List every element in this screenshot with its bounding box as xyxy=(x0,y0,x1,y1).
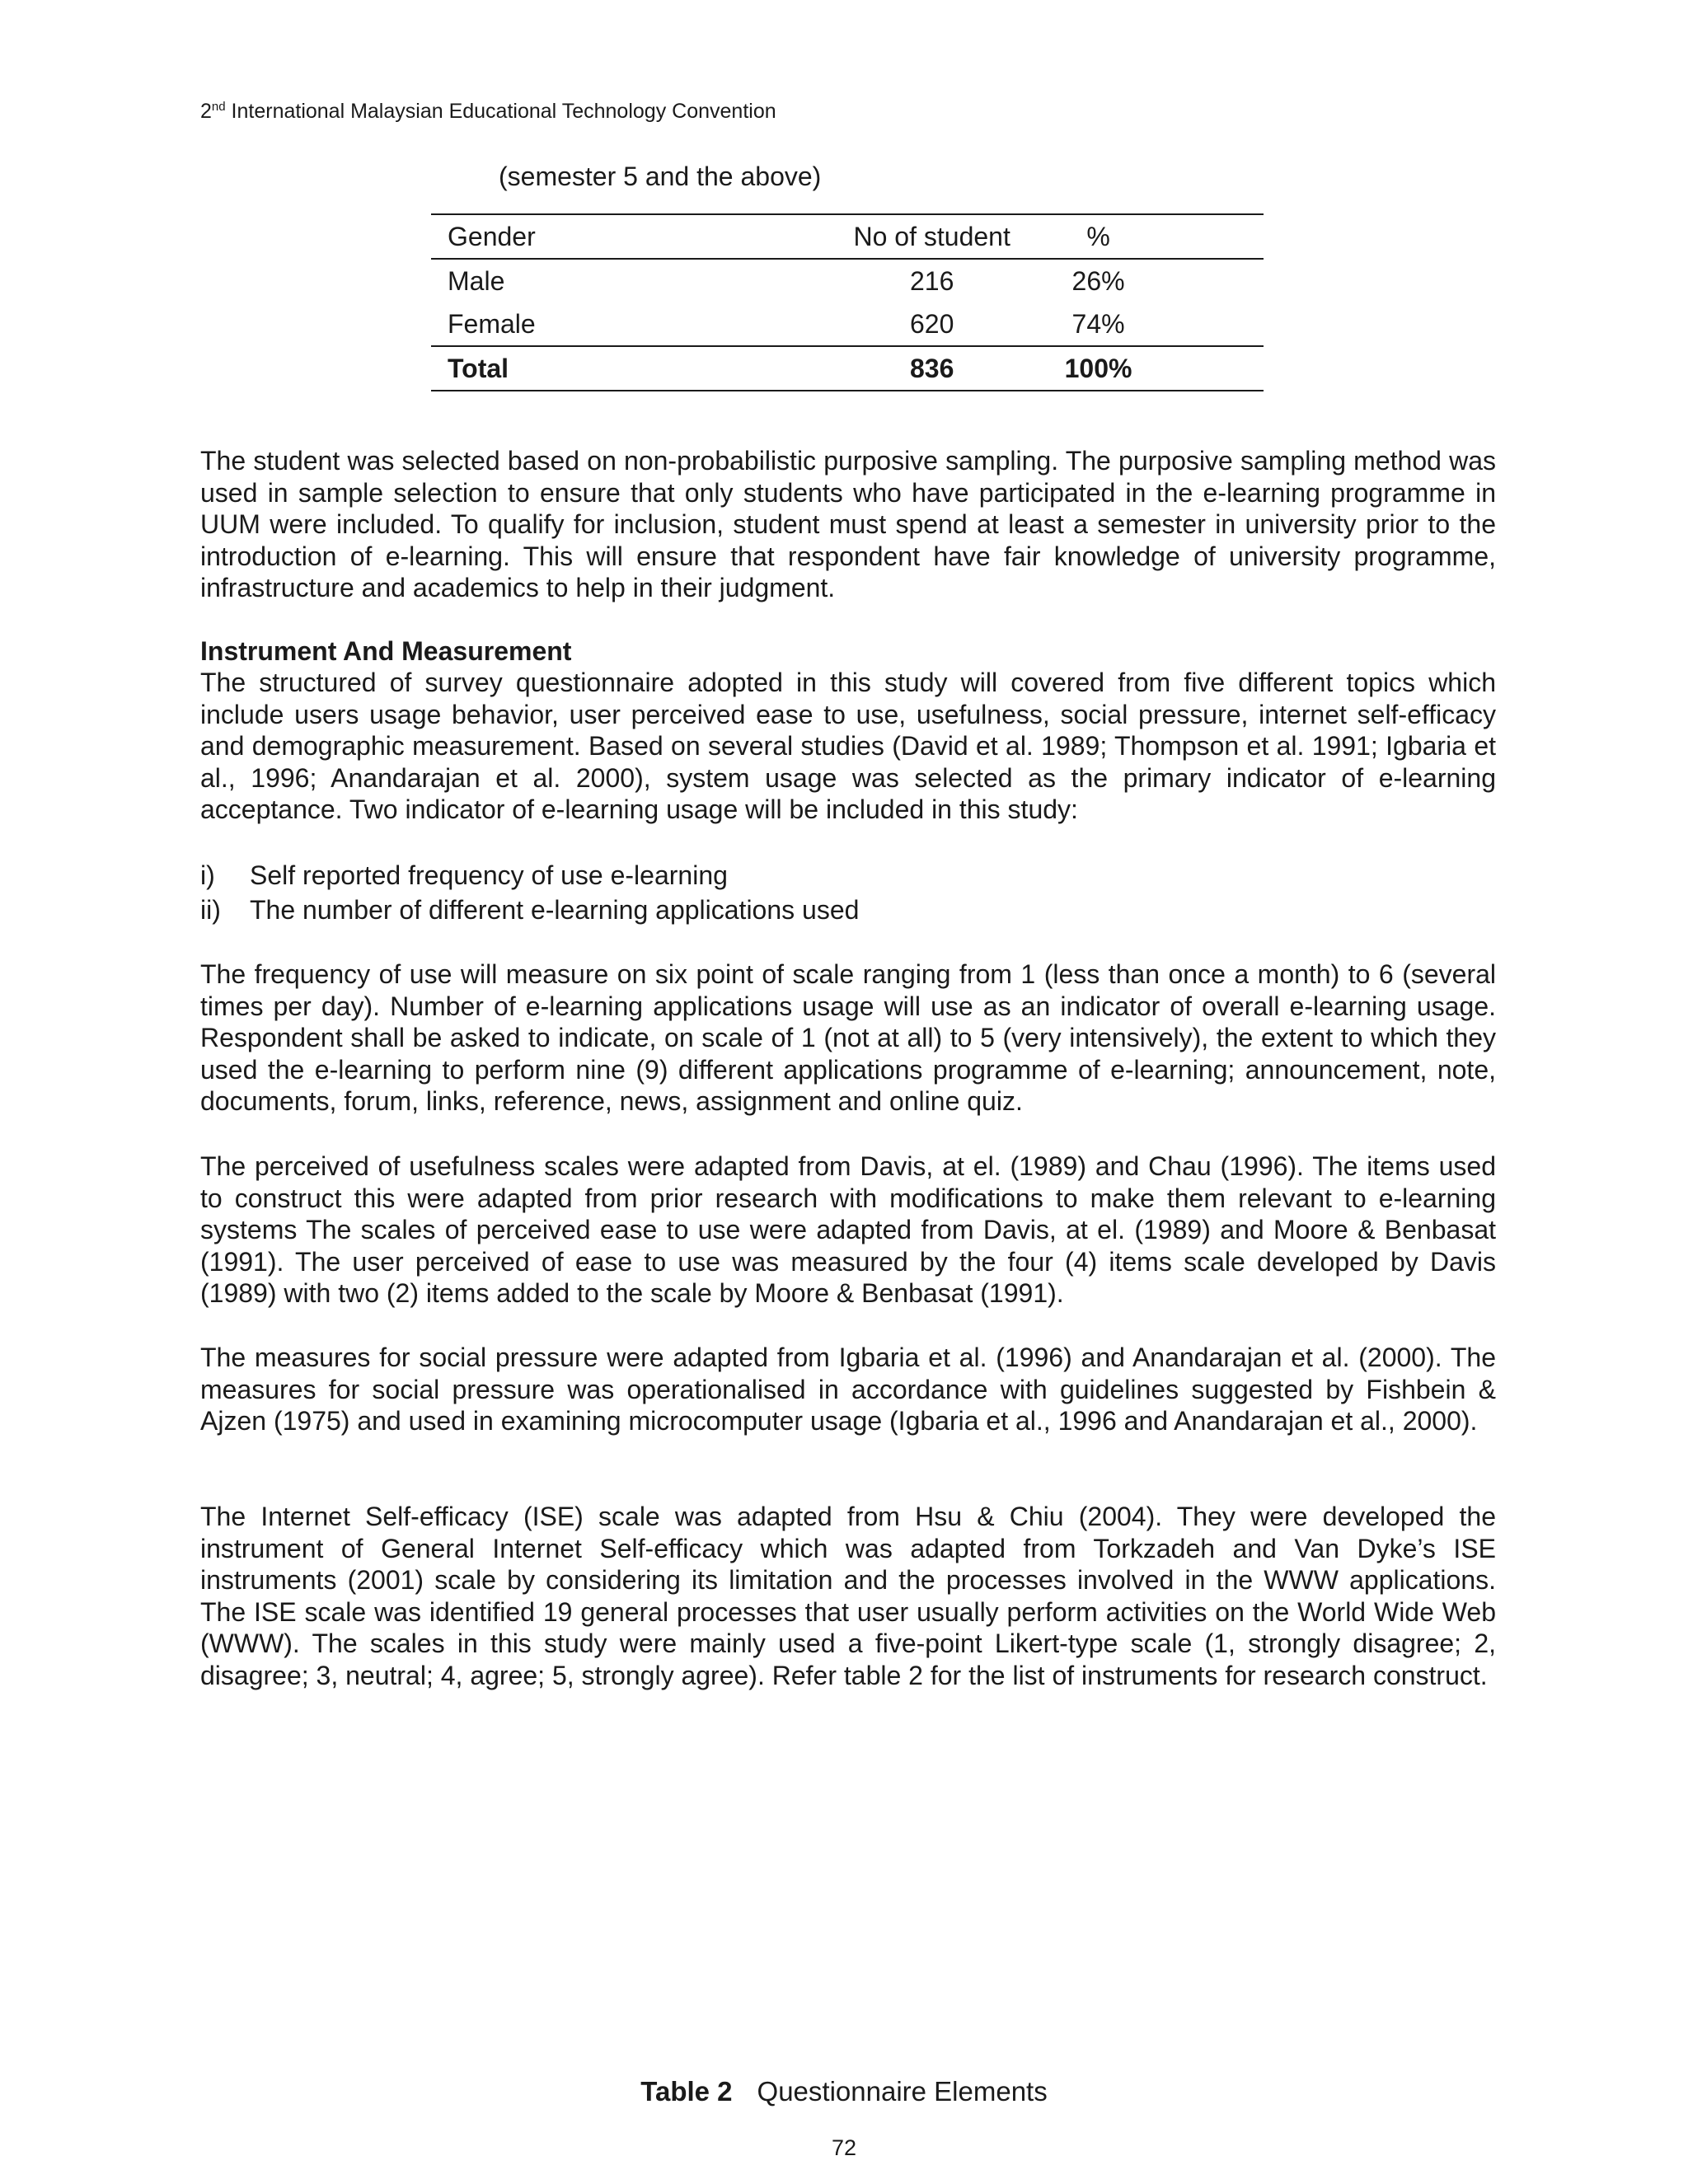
list-marker: ii) xyxy=(200,895,221,925)
paragraph-sampling: The student was selected based on non-probabilistic purposive sampling. The purposive sampling method was used in sample selection to ensure that only students who have participated in the e-learning programme in UUM were included. To qualify for inclusion, student must spend at least a semester in university prior to the introduction of e-learning. This will ensure that respondent have fair knowledge of university programme, infrastructure and academics to help in their judgment. xyxy=(200,446,1496,603)
column-header-count: No of student xyxy=(853,221,1010,251)
table-cell-spacer xyxy=(1143,259,1264,302)
header-ordinal: 2 xyxy=(200,100,212,123)
paragraph-frequency: The frequency of use will measure on six point of scale ranging from 1 (less than once a month) to 6 (several times per day). Number of e-learning applications usage will use as an indicator of overall e-learning usage. Respondent shall be asked to indicate, on scale of 1 (not at all) to 5 (very intensively), the extent to which they used the e-learning to perform nine (9) different applications programme of e-learning; announcement, note, documents, forum, links, reference, news, assignment and online quiz. xyxy=(200,959,1496,1117)
column-spacer xyxy=(1143,214,1264,259)
table-cell: 620 xyxy=(909,308,954,339)
section-heading-instrument: Instrument And Measurement xyxy=(200,636,572,666)
table-2-title: Questionnaire Elements xyxy=(757,2076,1048,2107)
table-row xyxy=(431,302,1264,346)
table-cell: 74% xyxy=(1071,308,1125,339)
header-conference: International Malaysian Educational Technology Convention xyxy=(225,100,776,123)
total-percent: 100% xyxy=(1064,353,1132,383)
total-label: Total xyxy=(448,353,509,383)
running-header xyxy=(200,99,776,124)
paragraph-instrument: The structured of survey questionnaire adopted in this study will covered from five different topics which include users usage behavior, user perceived ease to use, usefulness, social pressure, internet self-efficacy and demographic measurement. Based on several studies (David et al. 1989; Thompson et al. 1991; Igbaria et al., 1996; Anandarajan et al. 2000), system usage was selected as the primary indicator of e-learning acceptance. Two indicator of e-learning usage will be included in this study: xyxy=(200,668,1496,825)
total-count: 836 xyxy=(909,353,954,383)
table-cell: 26% xyxy=(1071,265,1125,296)
paragraph-social-pressure: The measures for social pressure were adapted from Igbaria et al. (1996) and Anandarajan et al. (2000). The measures for social pressure was operationalised in accordance with guidelines suggested by Fishbein & Ajzen (1975) and used in examining microcomputer usage (Igbaria et al., 1996 and Anandarajan et al., 2000). xyxy=(200,1343,1496,1436)
column-header-percent: % xyxy=(1086,221,1110,251)
table-cell-spacer xyxy=(1143,346,1264,391)
table-header-row xyxy=(431,214,1264,259)
list-item xyxy=(200,859,728,892)
list-text: Self reported frequency of use e-learning xyxy=(250,860,728,890)
table-cell: Male xyxy=(448,265,505,296)
page-number: 72 xyxy=(831,2135,857,2160)
paragraph-usefulness: The perceived of usefulness scales were adapted from Davis, at el. (1989) and Chau (1996). The items used to construct this were adapted from prior research with modifications to make them relevant to e-learning systems The scales of perceived ease to use were adapted from Davis, at el. (1989) and Moore & Benbasat (1991). The user perceived of ease to use was measured by the four (4) items scale developed by Davis (1989) with two (2) items added to the scale by Moore & Benbasat (1991). xyxy=(200,1151,1496,1309)
table-row xyxy=(431,259,1264,302)
header-superscript: nd xyxy=(211,100,226,114)
gender-table xyxy=(431,213,1264,391)
table-cell-spacer xyxy=(1143,302,1264,346)
column-header-gender: Gender xyxy=(448,221,536,251)
list-text: The number of different e-learning applications used xyxy=(250,895,860,925)
table-2-caption xyxy=(0,2075,1688,2108)
list-item xyxy=(200,893,859,926)
table-cell: 216 xyxy=(909,265,954,296)
list-marker: i) xyxy=(200,860,215,890)
paragraph-internet-self-efficacy: The Internet Self-efficacy (ISE) scale was adapted from Hsu & Chiu (2004). They were developed the instrument of General Internet Self-efficacy which was adapted from Torkzadeh and Van Dyke’s ISE instruments (2001) scale by considering its limitation and the processes involved in the WWW applications. The ISE scale was identified 19 general processes that user usually perform activities on the World Wide Web (WWW). The scales in this study were mainly used a five-point Likert-type scale (1, strongly disagree; 2, disagree; 3, neutral; 4, agree; 5, strongly agree). Refer table 2 for the list of instruments for research construct. xyxy=(200,1502,1496,1690)
table-cell: Female xyxy=(448,308,536,339)
table-total-row xyxy=(431,346,1264,391)
table-2-label: Table 2 xyxy=(640,2076,733,2107)
gender-table-caption: (semester 5 and the above) xyxy=(499,162,822,191)
